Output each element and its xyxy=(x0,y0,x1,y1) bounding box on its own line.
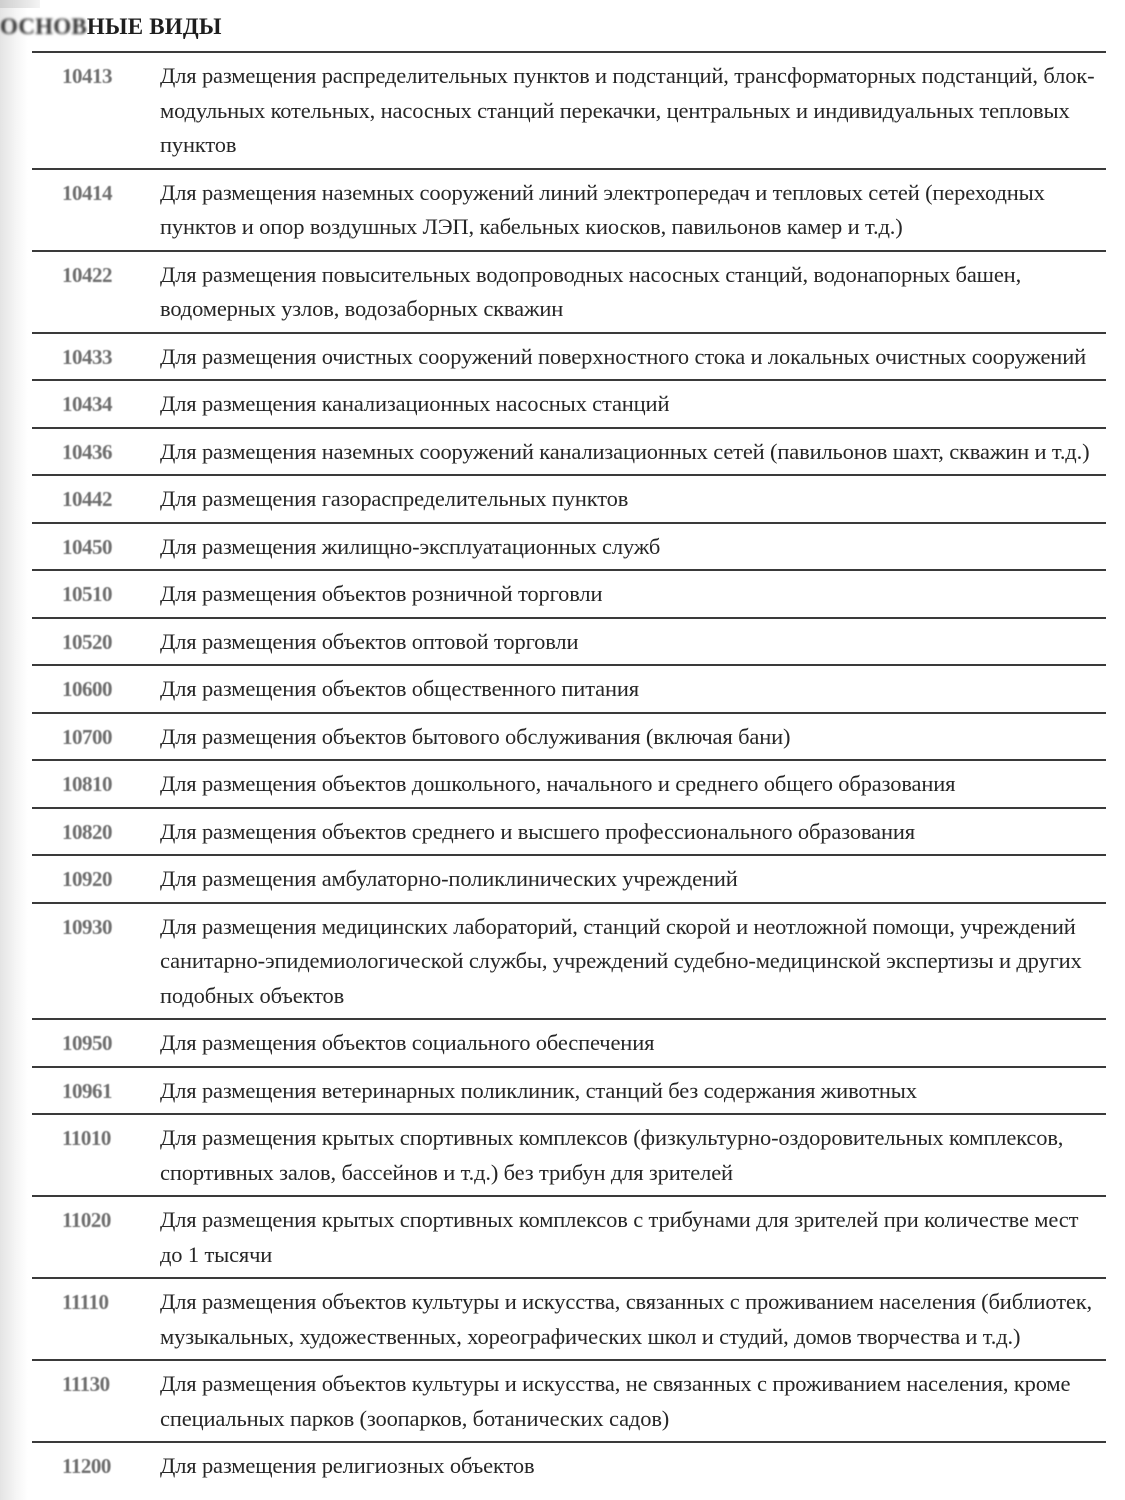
page-edge-shadow xyxy=(0,0,28,1500)
table-row xyxy=(32,571,1106,619)
row-description: Для размещения медицинских лабораторий, станций скорой и неотложной помощи, учреждений санитарно-эпидемиологической службы, учреждений судебно-медицинской экспертизы и других подобных объектов xyxy=(160,913,1082,1008)
section-title xyxy=(0,14,222,40)
row-description: Для размещения жилищно-эксплуатационных служб xyxy=(160,533,661,559)
section-title-partial: ОСНОВ xyxy=(0,14,87,39)
table-row xyxy=(32,1443,1106,1489)
table-row xyxy=(32,904,1106,1021)
table-row xyxy=(32,1279,1106,1361)
row-description: Для размещения наземных сооружений линий электропередач и тепловых сетей (переходных пунктов и опор воздушных ЛЭП, кабельных киосков, павильонов камер и т.д.) xyxy=(160,179,1045,239)
row-code: 10414 xyxy=(62,180,112,205)
row-code: 11130 xyxy=(62,1372,110,1396)
row-description: Для размещения канализационных насосных станций xyxy=(160,391,670,416)
previous-line-fragment xyxy=(0,0,40,8)
row-description: Для размещения объектов дошкольного, начального и среднего общего образования xyxy=(160,771,956,796)
row-code: 11010 xyxy=(62,1126,111,1150)
table-row xyxy=(32,381,1106,429)
row-code: 10413 xyxy=(62,64,112,88)
row-description: Для размещения повысительных водопроводных насосных станций, водонапорных башен, водомерных узлов, водозаборных скважин xyxy=(160,261,1022,321)
row-description: Для размещения очистных сооружений поверхностного стока и локальных очистных сооружений xyxy=(160,343,1086,369)
row-description: Для размещения объектов культуры и искусства, связанных с проживанием населения (библиотек, музыкальных, художественных, хореографических школ и студий, домов творчества и т.д.) xyxy=(160,1289,1092,1349)
row-description: Для размещения объектов оптовой торговли xyxy=(160,628,579,654)
row-code: 10700 xyxy=(62,724,112,749)
row-description: Для размещения объектов розничной торговли xyxy=(160,581,603,606)
row-description: Для размещения объектов общественного питания xyxy=(160,676,639,701)
row-description: Для размещения амбулаторно-поликлинических учреждений xyxy=(160,866,738,891)
table-row xyxy=(32,53,1106,170)
row-code: 10422 xyxy=(62,262,112,287)
row-description: Для размещения крытых спортивных комплексов (физкультурно-оздоровительных комплексов, спортивных залов, бассейнов и т.д.) без трибун для зрителей xyxy=(160,1125,1064,1185)
table-row xyxy=(32,1020,1106,1068)
row-description: Для размещения объектов культуры и искусства, не связанных с проживанием населения, кроме специальных парков (зоопарков, ботанических садов) xyxy=(160,1371,1071,1431)
row-description: Для размещения объектов бытового обслуживания (включая бани) xyxy=(160,723,791,749)
table-row xyxy=(32,1197,1106,1279)
row-description: Для размещения наземных сооружений канализационных сетей (павильонов шахт, скважин и т.д.) xyxy=(160,438,1090,464)
table-row xyxy=(32,761,1106,809)
row-code: 10950 xyxy=(62,1031,112,1055)
table-row xyxy=(32,714,1106,762)
row-description: Для размещения распределительных пунктов и подстанций, трансформаторных подстанций, блок-модульных котельных, насосных станций перекачки, центральных и индивидуальных тепловых пунктов xyxy=(160,63,1095,157)
row-code: 10510 xyxy=(62,582,112,606)
row-code: 11020 xyxy=(62,1208,111,1232)
row-description: Для размещения религиозных объектов xyxy=(160,1453,535,1478)
table-row xyxy=(32,1115,1106,1197)
table-row xyxy=(32,666,1106,714)
row-description: Для размещения объектов социального обеспечения xyxy=(160,1030,655,1055)
row-description: Для размещения объектов среднего и высшего профессионального образования xyxy=(160,818,915,844)
table-row xyxy=(32,476,1106,524)
row-code: 11200 xyxy=(62,1454,111,1478)
table-row xyxy=(32,856,1106,904)
row-code: 10600 xyxy=(62,677,112,701)
row-code: 10442 xyxy=(62,487,112,511)
row-description: Для размещения ветеринарных поликлиник, станций без содержания животных xyxy=(160,1077,917,1103)
row-code: 10520 xyxy=(62,629,112,654)
row-code: 10930 xyxy=(62,914,112,939)
table-row xyxy=(32,1361,1106,1443)
land-use-table xyxy=(32,51,1106,1489)
table-row xyxy=(32,619,1106,667)
row-code: 10433 xyxy=(62,344,112,369)
row-code: 10450 xyxy=(62,534,112,559)
row-code: 10810 xyxy=(62,772,112,796)
row-code: 10434 xyxy=(62,392,112,416)
row-code: 10920 xyxy=(62,867,112,891)
table-row xyxy=(32,334,1106,382)
row-code: 11110 xyxy=(62,1290,109,1314)
table-row xyxy=(32,809,1106,857)
row-code: 10820 xyxy=(62,819,112,844)
table-row xyxy=(32,429,1106,477)
section-title-visible: НЫЕ ВИДЫ xyxy=(86,14,222,39)
table-row xyxy=(32,524,1106,572)
row-code: 10961 xyxy=(62,1078,112,1103)
table-row xyxy=(32,170,1106,252)
table-row xyxy=(32,1068,1106,1116)
row-description: Для размещения крытых спортивных комплексов с трибунами для зрителей при количестве мест до 1 тысячи xyxy=(160,1207,1079,1267)
row-description: Для размещения газораспределительных пунктов xyxy=(160,486,629,511)
table-row xyxy=(32,252,1106,334)
row-code: 10436 xyxy=(62,439,112,464)
